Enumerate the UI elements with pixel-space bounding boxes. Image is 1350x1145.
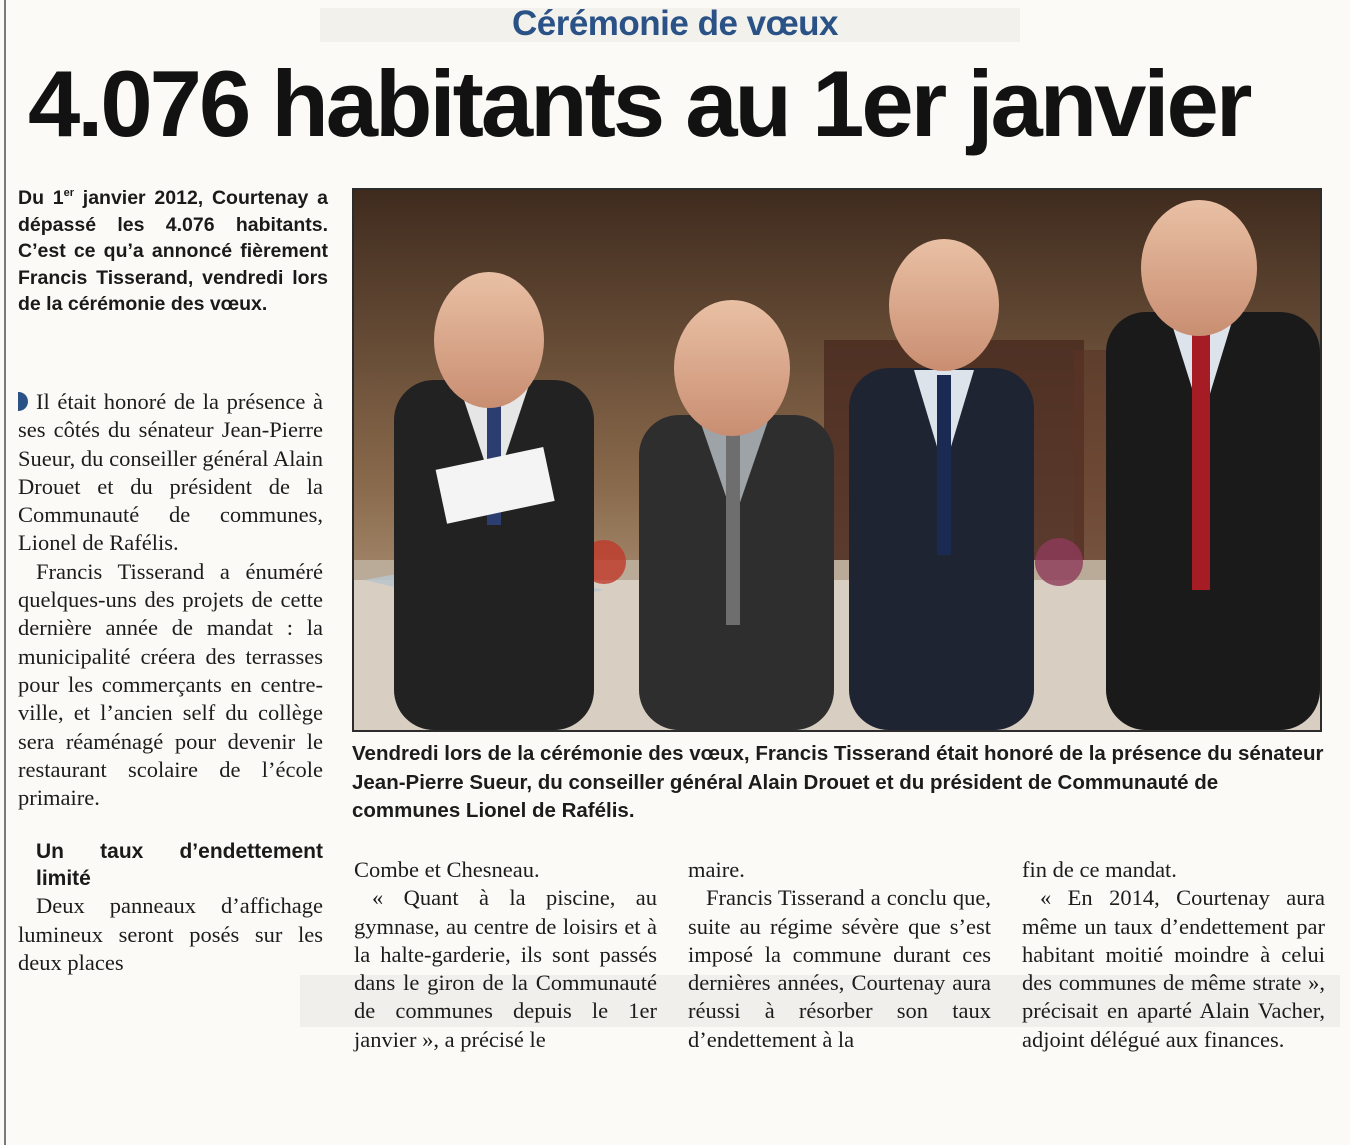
event-photo — [352, 188, 1322, 732]
page-edge-line — [4, 0, 6, 1145]
paragraph-2: Francis Tisserand a énuméré quelques-uns des projets de cette dernière année de mandat : la municipalité créera des terrasses pour les commerçants en centre-ville, et l’ancien self du collège sera réaménagé pour devenir le restaurant scolaire de l’école primaire. — [18, 558, 323, 811]
subheading: Un taux d’endettement limité — [36, 840, 323, 891]
paragraph-bullet-icon — [18, 392, 28, 411]
col2-paragraph-2: « Quant à la piscine, au gymnase, au centre de loisirs et à la halte-garderie, ils sont passés dans le giron de la Communauté de communes depuis le 1er janvier », a précisé le — [354, 885, 657, 1052]
lead-text-rest: janvier 2012, Courtenay a dépassé les 4.076 habitants. C’est ce qu’a annoncé fièrement Francis Tisserand, vendredi lors de la cérémonie des vœux. — [18, 187, 328, 315]
kicker-title: Cérémonie de vœux — [511, 4, 839, 43]
paragraph-3: Deux panneaux d’affichage lumineux seront posés sur les deux places — [18, 893, 323, 976]
paragraph-1-text: Il était honoré de la présence à ses côtés du sénateur Jean-Pierre Sueur, du conseiller général Alain Drouet et du président de la Communauté de communes, Lionel de Rafélis. — [18, 389, 323, 556]
photo-caption: Vendredi lors de la cérémonie des vœux, Francis Tisserand était honoré de la présence du sénateur Jean-Pierre Sueur, du conseiller général Alain Drouet et du président de Communauté de communes Lionel de Rafélis. — [352, 742, 1324, 822]
article-column-2 — [354, 856, 657, 1054]
col2-paragraph-1: Combe et Chesneau. — [354, 857, 540, 882]
paragraph-1 — [18, 388, 323, 558]
col3-paragraph-1: maire. — [688, 857, 745, 882]
article-column-3 — [688, 856, 991, 1054]
col4-paragraph-2: « En 2014, Courtenay aura même un taux d’endettement par habitant moitié moindre à celui des communes de même strate », précisait en aparté Alain Vacher, adjoint délégué aux finances. — [1022, 885, 1325, 1052]
col3-paragraph-2: Francis Tisserand a conclu que, suite au régime sévère que s’est imposé la commune durant ces dernières années, Courtenay aura réussi à résorber son taux d’endettement à la — [688, 885, 991, 1052]
headline: 4.076 habitants au 1er janvier — [28, 51, 1250, 156]
lead-superscript: er — [63, 187, 75, 199]
col4-paragraph-1: fin de ce mandat. — [1022, 857, 1177, 882]
lead-paragraph — [18, 185, 328, 318]
photo-illustration — [354, 190, 1320, 730]
lead-text-start: Du 1 — [18, 187, 64, 209]
article-column-4 — [1022, 856, 1325, 1054]
article-column-1 — [18, 388, 323, 977]
